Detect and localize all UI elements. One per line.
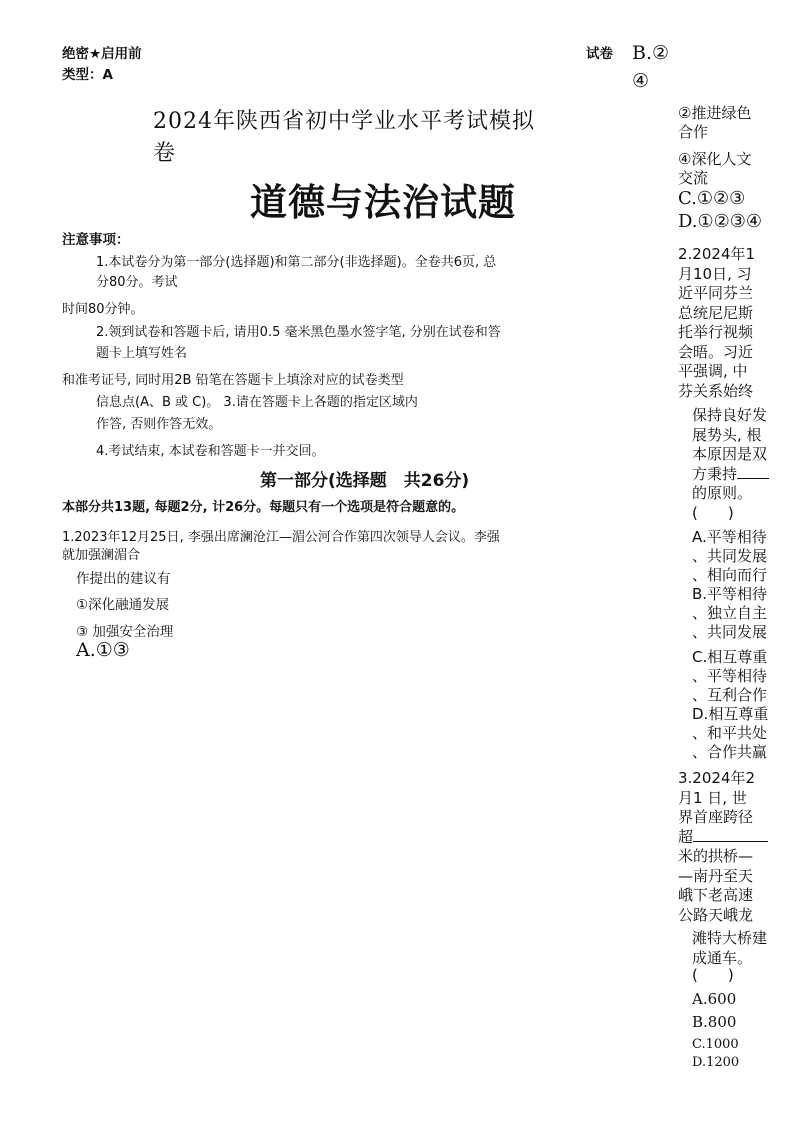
q2-option-line: 、平等相待 — [692, 667, 768, 685]
q1-stem-cont: 就加强澜湄合 — [62, 548, 141, 563]
note-2-cont: 题卡上填写姓名 — [96, 346, 188, 361]
q2-stem-line: 月10日, 习 — [678, 264, 752, 283]
part1-instruction: 本部分共13题, 每题2分, 计26分。每题只有一个选项是符合题意的。 — [62, 500, 465, 515]
answer-option-b-cont: ④ — [632, 70, 650, 92]
q3-stem-line: 界首座跨径 — [678, 808, 754, 826]
note-1-end: 时间80分钟。 — [62, 302, 144, 317]
note-1-cont: 分80分。考试 — [96, 275, 178, 290]
q3-stem-line: 月1 日, 世 — [678, 788, 747, 807]
answer-option-b: B.② — [632, 42, 670, 64]
q2-stem-line: 会晤。习近 — [678, 342, 754, 361]
q1-option-3: ③ 加强安全治理 — [76, 624, 174, 640]
q2-option-line: A.平等相待 — [692, 528, 767, 546]
q3-answer-blank[interactable] — [693, 841, 768, 842]
q2-stem-line: 本原因是双 — [692, 445, 768, 463]
q1-answer-c: C.①②③ — [678, 188, 746, 209]
q1-option-2: ②推进绿色 — [678, 104, 752, 122]
q2-option-line: 、共同发展 — [692, 623, 768, 641]
note-4: 4.考试结束, 本试卷和答题卡一并交回。 — [96, 444, 325, 459]
q1-option-4-cont: 交流 — [678, 169, 709, 187]
q2-blank-prefix: 方秉持 — [692, 464, 738, 483]
q1-stem-end: 作提出的建议有 — [76, 571, 171, 587]
note-1: 1.本试卷分为第一部分(选择题)和第二部分(非选择题)。全卷共6页, 总 — [96, 255, 497, 270]
part1-title: 第一部分(选择题 共26分) — [260, 471, 470, 491]
q3-blank-line — [678, 828, 778, 848]
q3-stem-line: 3.2024年2 — [678, 769, 756, 787]
q2-stem-line: 保持良好发 — [692, 406, 768, 424]
q3-stem-line: 米的拱桥— — [678, 847, 754, 865]
notes-heading: 注意事项： — [62, 232, 130, 248]
q2-stem-line: 芬关系始终 — [678, 381, 754, 400]
exam-title-cont: 卷 — [153, 141, 176, 166]
exam-title: 2024年陕西省初中学业水平考试模拟 — [153, 109, 535, 134]
q3-option-d: D.1200 — [692, 1055, 740, 1070]
note-2-line3: 和准考证号, 同时用2B 铅笔在答题卡上填涂对应的试卷类型 — [62, 373, 404, 388]
q2-answer-blank[interactable] — [737, 478, 769, 479]
q2-option-line: 、独立自主 — [692, 604, 768, 622]
q1-answer-a: A.①③ — [76, 639, 130, 661]
note-2-line4: 信息点(A、B 或 C)。 3.请在答题卡上各题的指定区域内 — [96, 395, 418, 410]
q2-option-line: B.平等相待 — [692, 585, 768, 603]
q2-blank-line — [692, 465, 792, 485]
q2-stem-line: 近平同芬兰 — [678, 284, 754, 302]
q2-option-line: 、共同发展 — [692, 547, 768, 565]
q2-option-line: D.相互尊重 — [692, 705, 769, 723]
q2-option-line: 、互利合作 — [692, 686, 768, 704]
q2-stem-line: 平强调, 中 — [678, 362, 748, 380]
q1-option-2-cont: 合作 — [678, 123, 709, 141]
q3-stem-line: 公路天峨龙 — [678, 905, 754, 924]
note-2: 2.领到试卷和答题卡后, 请用0.5 毫米黑色墨水签字笔, 分别在试卷和答 — [96, 325, 501, 340]
q2-answer-paren: ( ) — [692, 503, 734, 522]
q3-stem-end: 成通车。 — [692, 948, 753, 967]
q3-option-a: A.600 — [692, 990, 737, 1008]
q3-answer-paren: ( ) — [692, 966, 734, 984]
paper-label: 试卷 — [586, 46, 613, 62]
q2-option-line: 、相向而行 — [692, 566, 768, 584]
q3-option-b: B.800 — [692, 1013, 737, 1031]
q3-blank-prefix: 超 — [678, 827, 694, 846]
paper-type-label: 类型：A — [62, 67, 113, 83]
q1-option-1: ①深化融通发展 — [76, 597, 170, 613]
q1-option-4: ④深化人文 — [678, 150, 752, 168]
q3-stem-line: 滩特大桥建 — [692, 929, 768, 947]
q2-stem-line: 托举行视频 — [678, 323, 754, 341]
q2-stem-line: 总统尼尼斯 — [678, 303, 754, 322]
q3-stem-line: —南丹至天 — [678, 866, 754, 885]
q2-option-line: C.相互尊重 — [692, 648, 768, 666]
q2-option-line: 、和平共处 — [692, 724, 768, 742]
q1-stem: 1.2023年12月25日, 李强出席澜沧江—湄公河合作第四次领导人会议。李强 — [62, 530, 500, 545]
q2-stem-line: 2.2024年1 — [678, 245, 756, 263]
q3-stem-line: 峨下老高速 — [678, 886, 754, 904]
subject-title: 道德与法治试题 — [250, 181, 516, 224]
q2-stem-line: 展势头, 根 — [692, 425, 762, 444]
q2-option-line: 、合作共赢 — [692, 743, 768, 761]
secret-label: 绝密★启用前 — [62, 46, 142, 62]
q1-answer-d: D.①②③④ — [678, 211, 763, 232]
q3-option-c: C.1000 — [692, 1037, 739, 1052]
q2-stem-end: 的原则。 — [692, 484, 753, 502]
note-2-line5: 作答, 否则作答无效。 — [96, 417, 222, 432]
